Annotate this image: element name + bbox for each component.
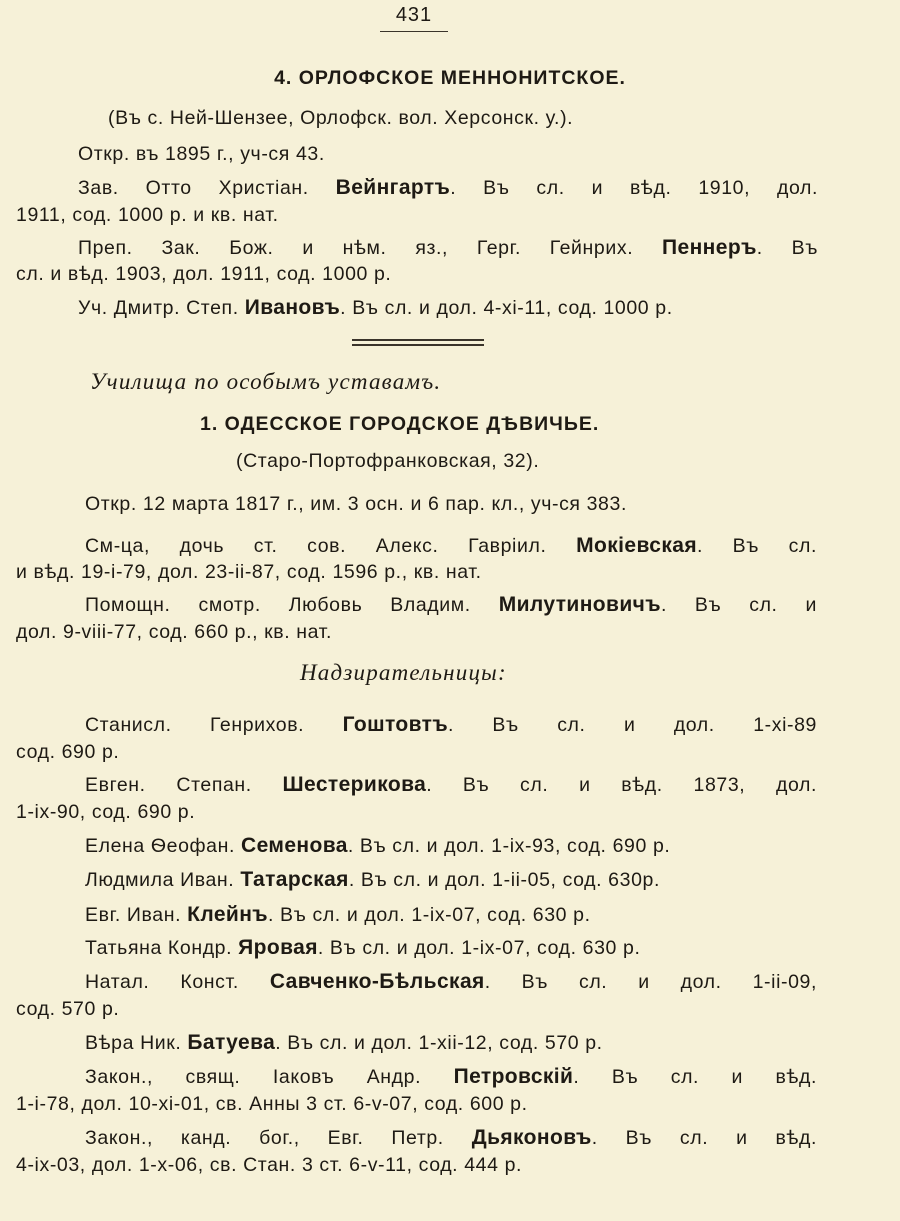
entry-text: Преп. Зак. Бож. и нѣм. яз., Герг. Гейнрих. xyxy=(78,237,663,259)
entry-surname: Шестерикова xyxy=(282,773,427,796)
page-number: 431 xyxy=(380,4,448,32)
entry-surname: Дьяконовъ xyxy=(471,1126,592,1149)
supervisor-line xyxy=(85,773,817,797)
entry-text: . Въ сл. xyxy=(696,535,817,557)
school-location: (Старо-Портофранковская, 32). xyxy=(236,450,540,472)
entry-text: Евген. Степан. xyxy=(85,774,283,796)
entry-surname: Батуева xyxy=(187,1031,276,1054)
entry-text: Татьяна Кондр. xyxy=(85,937,239,959)
school-heading-orlof: 4. ОРЛОФСКОЕ МЕННОНИТСКОЕ. xyxy=(274,67,626,89)
entry-line xyxy=(85,593,817,617)
school-heading-odessa: 1. ОДЕССКОЕ ГОРОДСКОЕ ДѢВИЧЬЕ. xyxy=(200,413,600,435)
entry-continuation: сл. и вѣд. 1903, дол. 1911, сод. 1000 р. xyxy=(16,263,392,285)
entry-line xyxy=(78,176,818,200)
entry-continuation: сод. 690 р. xyxy=(16,741,120,763)
entry-continuation: 4-ix-03, дол. 1-x-06, св. Стан. 3 ст. 6-v-11, сод. 444 р. xyxy=(16,1154,523,1176)
entry-text: Уч. Дмитр. Степ. xyxy=(78,297,245,319)
entry-surname: Мокіевская xyxy=(576,534,697,557)
entry-surname: Гоштовтъ xyxy=(342,713,449,736)
supervisor-line xyxy=(85,936,640,960)
entry-text: . Въ сл. и дол. 1-ix-07, сод. 630 р. xyxy=(317,937,641,959)
entry-text: Закон., свящ. Іаковъ Андр. xyxy=(85,1066,454,1088)
divider-rule xyxy=(352,339,484,341)
school-location: (Въ с. Ней-Шензее, Орлофск. вол. Херсонск. у.). xyxy=(108,107,574,129)
entry-continuation: сод. 570 р. xyxy=(16,998,120,1020)
entry-surname: Яровая xyxy=(238,936,318,959)
entry-text: Закон., канд. бог., Евг. Петр. xyxy=(85,1127,472,1149)
entry-surname: Ивановъ xyxy=(244,296,341,319)
entry-text: . Въ сл. и дол. 1-xii-12, сод. 570 р. xyxy=(275,1032,603,1054)
entry-surname: Милутиновичъ xyxy=(498,593,661,616)
supervisor-line xyxy=(85,1065,817,1089)
entry-text: . Въ сл. и вѣд. 1910, дол. xyxy=(450,177,818,199)
entry-text: Вѣра Ник. xyxy=(85,1032,188,1054)
entry-line xyxy=(78,236,818,260)
entry-text: . Въ xyxy=(756,237,818,259)
divider-rule xyxy=(352,344,484,346)
entry-continuation: 1-ix-90, сод. 690 р. xyxy=(16,801,196,823)
entry-text: . Въ сл. и дол. 1-ix-07, сод. 630 р. xyxy=(268,904,591,926)
supervisor-line xyxy=(85,1126,817,1150)
school-opened: Откр. въ 1895 г., уч-ся 43. xyxy=(78,143,325,165)
supervisor-line xyxy=(85,868,660,892)
entry-surname: Клейнъ xyxy=(187,903,269,926)
entry-text: . Въ сл. и дол. 1-xi-89 xyxy=(448,714,817,736)
entry-text: Людмила Иван. xyxy=(85,869,241,891)
entry-text: . Въ сл. и вѣд. xyxy=(573,1066,817,1088)
section-title: Училища по особымъ уставамъ. xyxy=(90,369,442,394)
supervisor-line xyxy=(85,713,817,737)
entry-text: . Въ сл. и дол. 1-ii-05, сод. 630р. xyxy=(348,869,660,891)
school-opened: Откр. 12 марта 1817 г., им. 3 осн. и 6 пар. кл., уч-ся 383. xyxy=(85,493,627,515)
entry-text: . Въ сл. и дол. 4-xi-11, сод. 1000 р. xyxy=(340,297,673,319)
entry-text: Елена Ѳеофан. xyxy=(85,835,242,857)
entry-text: Евг. Иван. xyxy=(85,904,188,926)
entry-text: Зав. Отто Христіан. xyxy=(78,177,336,199)
supervisor-line xyxy=(85,1031,603,1055)
entry-surname: Семенова xyxy=(241,834,348,857)
entry-line xyxy=(85,534,817,558)
entry-surname: Вейнгартъ xyxy=(335,176,451,199)
entry-continuation: и вѣд. 19-i-79, дол. 23-ii-87, сод. 1596 р., кв. нат. xyxy=(16,561,482,583)
supervisor-line xyxy=(85,834,670,858)
entry-text: Натал. Конст. xyxy=(85,971,270,993)
entry-text: . Въ сл. и дол. 1-ix-93, сод. 690 р. xyxy=(347,835,671,857)
entry-surname: Татарская xyxy=(240,868,349,891)
supervisor-line xyxy=(85,970,817,994)
entry-continuation: 1911, сод. 1000 р. и кв. нат. xyxy=(16,204,279,226)
entry-surname: Пеннеръ xyxy=(662,236,757,259)
entry-text: . Въ сл. и дол. 1-ii-09, xyxy=(484,971,818,993)
entry-text: . Въ сл. и вѣд. xyxy=(591,1127,818,1149)
entry-surname: Савченко-Бѣльская xyxy=(269,970,485,993)
supervisor-line xyxy=(85,903,591,927)
entry-text: См-ца, дочь ст. сов. Алекс. Гавріил. xyxy=(85,535,577,557)
subheading-supervisors: Надзирательницы: xyxy=(300,660,507,685)
entry-text: Станисл. Генрихов. xyxy=(85,714,343,736)
entry-text: . Въ сл. и вѣд. 1873, дол. xyxy=(426,774,817,796)
entry-surname: Петровскій xyxy=(453,1065,574,1088)
entry-line xyxy=(78,296,673,320)
entry-continuation: дол. 9-viii-77, сод. 660 р., кв. нат. xyxy=(16,621,333,643)
entry-text: Помощн. смотр. Любовь Владим. xyxy=(85,594,499,616)
entry-continuation: 1-i-78, дол. 10-xi-01, св. Анны 3 ст. 6-v-07, сод. 600 р. xyxy=(16,1093,528,1115)
entry-text: . Въ сл. и xyxy=(660,594,817,616)
